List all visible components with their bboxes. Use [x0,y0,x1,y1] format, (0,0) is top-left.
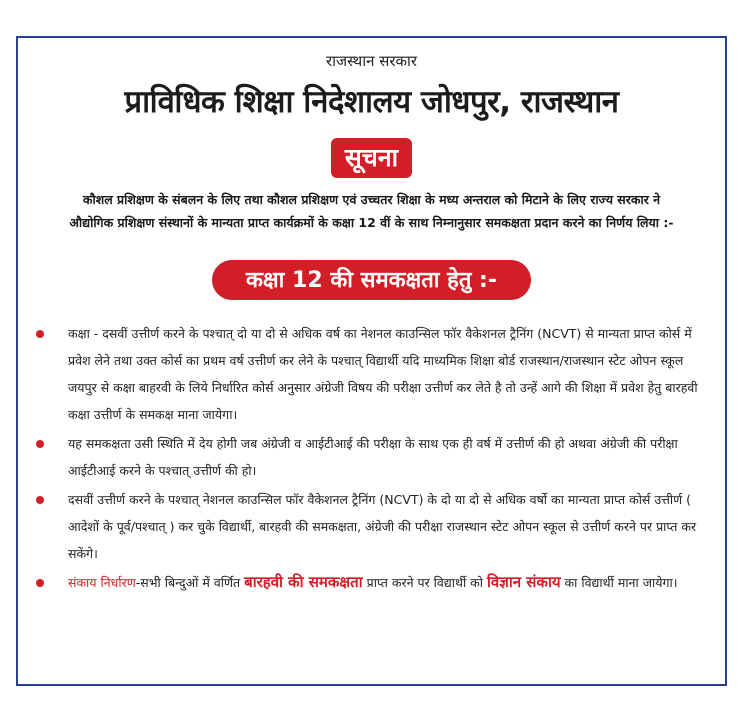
point-text-3: दसवीं उत्तीर्ण करने के पश्चात् नेशनल काउन्सिल फॉर वैकेशनल ट्रैनिंग (NCVT) के दो या दो से अधिक वर्षो का मान्यता प्राप्त कोर्स उत्तीर्ण ( आदेशों के पूर्व/पश्चात् ) कर चुके विद्यार्थी, बारहवी की समकक्षता, अंग्रेजी की परीक्षा राजस्थान स्टेट ओपन स्कूल से उत्तीर्ण करने पर प्राप्त कर सकेंगे। [68,492,697,561]
list-item [36,569,715,596]
list-item [36,320,715,428]
notice-badge: सूचना [331,138,412,178]
bullet-icon [36,440,44,448]
government-label: राजस्थान सरकार [325,52,418,70]
intro-paragraph [26,188,717,234]
faculty-label: संकाय निर्धारण [68,575,136,590]
notice-badge-wrap [18,138,725,178]
points-list [36,320,715,598]
point4-part-1: -सभी बिन्दुओं में वर्णित [135,575,241,590]
bullet-icon [36,579,44,587]
list-item [36,430,715,484]
point-text-2: यह समकक्षता उसी स्थिति में देय होगी जब अंग्रेजी व आईटीआई की परीक्षा के साथ एक ही वर्ष में उत्तीर्ण की हो अथवा अंग्रेजी की परीक्षा आईटीआई करने के पश्चात् उत्तीर्ण की हो। [68,436,678,478]
list-item [36,486,715,567]
highlight-science-faculty: विज्ञान संकाय [487,573,561,591]
point4-part-2: प्राप्त करने पर विद्यार्थी को [366,575,484,590]
bullet-icon [36,330,44,338]
intro-line-2: औद्योगिक प्रशिक्षण संस्थानों के मान्यता प्राप्त कार्यक्रमों के कक्षा 12 वीं के साथ निम्नानुसार समकक्षता प्रदान करने का निर्णय लिया :- [69,215,674,230]
bullet-icon [36,496,44,504]
notice-frame [16,36,727,686]
highlight-equivalence: बारहवी की समकक्षता [244,573,363,591]
section-banner-wrap [18,260,725,300]
intro-line-1: कौशल प्रशिक्षण के संबलन के लिए तथा कौशल प्रशिक्षण एवं उच्चतर शिक्षा के मध्य अन्तराल को मिटाने के लिए राज्य सरकार ने [82,192,661,207]
department-title: प्राविधिक शिक्षा निदेशालय जोधपुर, राजस्थान [124,84,619,120]
point-text-1: कक्षा - दसवीं उत्तीर्ण करने के पश्चात् दो या दो से अधिक वर्ष का नेशनल काउन्सिल फॉर वैकेशनल ट्रैनिंग (NCVT) से मान्यता प्राप्त कोर्स में प्रवेश लेने तथा उक्त कोर्स का प्रथम वर्ष उत्तीर्ण कर लेने के पश्चात् विद्यार्थी यदि माध्यमिक शिक्षा बोर्ड राजस्थान/राजस्थान स्टेट ओपन स्कूल जयपुर से कक्षा बाहरवी के लिये निर्धारित कोर्स अनुसार अंग्रेजी विषय की परीक्षा उत्तीर्ण कर लेते है तो उन्हें आगे की शिक्षा में प्रवेश हेतु बारहवी कक्षा उत्तीर्ण के समकक्ष माना जायेगा। [68,326,698,422]
point4-part-3: का विद्यार्थी माना जायेगा। [564,575,678,590]
section-banner: कक्षा 12 की समकक्षता हेतु :- [212,260,531,300]
